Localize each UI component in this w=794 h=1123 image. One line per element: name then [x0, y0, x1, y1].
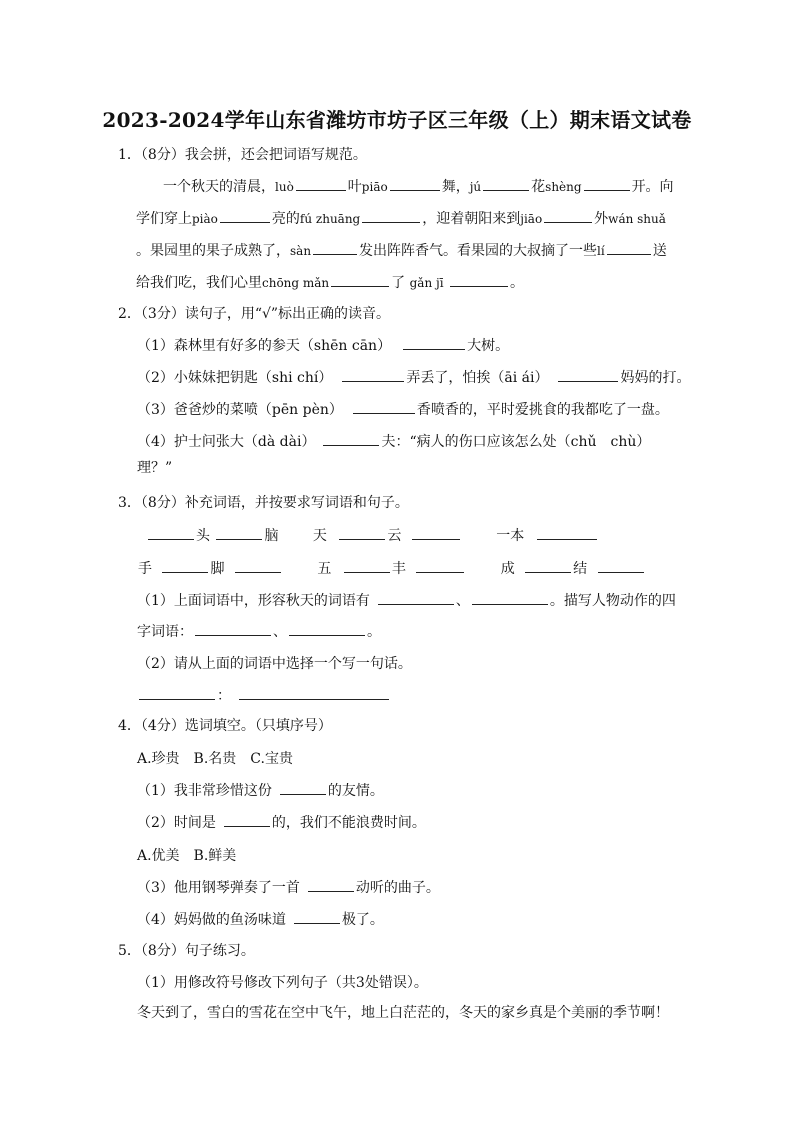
question-1-line-1 — [163, 178, 674, 196]
answer-blank[interactable] — [607, 242, 651, 255]
answer-blank[interactable] — [224, 814, 270, 827]
text: 妈妈的打。 — [620, 370, 691, 386]
text: 。果园里的果子成熟了， — [136, 243, 290, 259]
text: 舞， — [441, 179, 470, 195]
answer-blank[interactable] — [412, 527, 460, 540]
answer-blank[interactable] — [353, 401, 415, 414]
text: （4）妈妈做的鱼汤味道 — [137, 912, 286, 928]
question-3-part-1 — [137, 592, 676, 610]
answer-blank[interactable] — [289, 623, 365, 636]
word-char: 结 — [573, 561, 588, 577]
question-3-sentence-line — [137, 687, 391, 705]
question-5-sentence: 冬天到了，雪白的雪花在空中飞午，地上白茫茫的，冬天的家乡真是个美丽的季节啊！ — [137, 1005, 669, 1021]
text: 字词语： — [137, 624, 193, 640]
text: （2）时间是 — [137, 815, 216, 831]
text: 香喷香的，平时爱挑食的我都吃了一盘。 — [416, 402, 669, 418]
text: （4）护士问张大（dà dài） — [137, 434, 316, 450]
word-char: 丰 — [391, 561, 406, 577]
answer-blank[interactable] — [294, 911, 340, 924]
word-char: 云 — [387, 528, 402, 544]
answer-blank[interactable] — [296, 178, 346, 191]
question-2-item-1 — [137, 337, 509, 355]
answer-blank[interactable] — [323, 433, 379, 446]
text: （3）爸爸炒的菜喷（pēn pèn） — [137, 402, 343, 418]
text: ，迎着朝阳来到 — [422, 211, 521, 227]
pinyin: shèng — [545, 180, 582, 194]
answer-blank[interactable] — [472, 592, 548, 605]
question-4-item-1 — [137, 782, 384, 800]
answer-blank[interactable] — [331, 274, 389, 287]
answer-blank[interactable] — [195, 623, 271, 636]
answer-blank[interactable] — [339, 527, 385, 540]
answer-blank[interactable] — [390, 178, 440, 191]
word-char: 成 — [500, 561, 515, 577]
question-3-row-1 — [146, 527, 599, 545]
pinyin: chōng mǎn — [262, 276, 330, 290]
answer-blank[interactable] — [598, 560, 644, 573]
pinyin: piāo — [361, 180, 388, 194]
text: 的友情。 — [327, 783, 384, 799]
pinyin: fú zhuāng — [299, 212, 361, 226]
text: 。 — [510, 275, 525, 291]
answer-blank[interactable] — [584, 178, 630, 191]
text: 送 — [652, 243, 667, 259]
text: 动听的曲子。 — [355, 880, 440, 896]
pinyin: piào — [192, 212, 218, 226]
text: 学们穿上 — [136, 211, 192, 227]
question-2-item-4 — [137, 433, 650, 451]
question-4-options-1: A.珍贵 B.名贵 C.宝贵 — [137, 751, 293, 767]
text: 、 — [273, 624, 287, 640]
answer-blank[interactable] — [483, 178, 529, 191]
pinyin: gǎn jī — [409, 276, 444, 290]
text: ： — [217, 688, 231, 704]
question-5-header: 5．（8分）句子练习。 — [118, 943, 255, 959]
word-char: 手 — [138, 561, 152, 577]
text: 大树。 — [467, 338, 510, 354]
answer-blank[interactable] — [162, 560, 208, 573]
text: 、 — [455, 593, 470, 609]
text: （1）上面词语中，形容秋天的词语有 — [137, 593, 370, 609]
question-2-header: 2．（3分）读句子，用“√”标出正确的读音。 — [118, 306, 391, 322]
answer-blank[interactable] — [525, 560, 571, 573]
word-char: 天 — [312, 528, 327, 544]
answer-blank[interactable] — [308, 879, 354, 892]
text: （1）森林里有好多的参天（shēn cān） — [137, 338, 392, 354]
word-char: 一本 — [496, 528, 525, 544]
text: （3）他用钢琴弹奏了一首 — [137, 880, 300, 896]
text: 。描写人物动作的四 — [549, 593, 676, 609]
answer-blank[interactable] — [235, 560, 281, 573]
pinyin: sàn — [290, 244, 312, 258]
answer-blank[interactable] — [378, 592, 454, 605]
answer-blank[interactable] — [148, 527, 194, 540]
answer-blank[interactable] — [416, 560, 464, 573]
text: 极了。 — [341, 912, 384, 928]
answer-blank[interactable] — [280, 782, 326, 795]
text: 花 — [531, 179, 546, 195]
pinyin: lí — [597, 244, 605, 258]
answer-blank[interactable] — [239, 687, 389, 700]
word-char: 脚 — [210, 561, 225, 577]
text: 一个秋天的清晨， — [163, 179, 275, 195]
pinyin: jiāo — [520, 212, 543, 226]
question-4-header: 4．（4分）选词填空。（只填序号） — [118, 718, 332, 734]
word-char: 脑 — [264, 528, 279, 544]
answer-blank[interactable] — [313, 242, 357, 255]
page-title: 2023-2024学年山东省潍坊市坊子区三年级（上）期末语文试卷 — [102, 108, 692, 132]
answer-blank[interactable] — [139, 687, 215, 700]
answer-blank[interactable] — [342, 369, 404, 382]
question-2-item-2 — [137, 369, 690, 387]
pinyin: luò — [275, 180, 294, 194]
text: 给我们吃，我们心里 — [136, 275, 262, 291]
question-2-item-4-cont: 理？” — [137, 460, 173, 476]
text: （1）我非常珍惜这份 — [137, 783, 272, 799]
question-3-header: 3．（8分）补充词语，并按要求写词语和句子。 — [118, 495, 409, 511]
question-3-part-1-cont — [137, 623, 381, 641]
word-char: 五 — [317, 561, 332, 577]
text: （2）小妹妹把钥匙（shi chí） — [137, 370, 333, 386]
question-2-item-3 — [137, 401, 669, 419]
question-5-part-1: （1）用修改符号修改下列句子（共3处错误）。 — [137, 975, 428, 991]
text: 亮的 — [271, 211, 300, 227]
question-1-line-2 — [136, 210, 666, 228]
answer-blank[interactable] — [362, 210, 420, 223]
question-1-line-4 — [136, 274, 524, 292]
text: 弄丢了，怕挨（āi ái） — [406, 370, 549, 386]
answer-blank[interactable] — [403, 337, 465, 350]
text: 的，我们不能浪费时间。 — [271, 815, 426, 831]
answer-blank[interactable] — [537, 527, 597, 540]
answer-blank[interactable] — [344, 560, 390, 573]
answer-blank[interactable] — [216, 527, 262, 540]
text: 外 — [594, 211, 609, 227]
answer-blank[interactable] — [450, 274, 508, 287]
text: 叶 — [347, 179, 362, 195]
pinyin: wán shuǎ — [608, 212, 666, 226]
answer-blank[interactable] — [544, 210, 592, 223]
text: 开。向 — [631, 179, 674, 195]
question-4-options-2: A.优美 B.鲜美 — [137, 848, 237, 864]
answer-blank[interactable] — [220, 210, 270, 223]
question-1-line-3 — [136, 242, 667, 260]
question-3-row-2 — [138, 560, 646, 578]
text: 发出阵阵香气。看果园的大叔摘了一些 — [359, 243, 598, 259]
pinyin: jú — [469, 180, 482, 194]
question-4-item-4 — [137, 911, 384, 929]
question-4-item-2 — [137, 814, 426, 832]
word-char: 头 — [196, 528, 210, 544]
question-4-item-3 — [137, 879, 440, 897]
answer-blank[interactable] — [558, 369, 618, 382]
question-1-header: 1．（8分）我会拼，还会把词语写规范。 — [118, 147, 367, 163]
question-3-part-2: （2）请从上面的词语中选择一个写一句话。 — [137, 656, 412, 672]
text: 。 — [367, 624, 381, 640]
text: 夫：“病人的伤口应该怎么处（chǔ chù） — [381, 434, 651, 450]
text: 了 — [391, 275, 406, 291]
